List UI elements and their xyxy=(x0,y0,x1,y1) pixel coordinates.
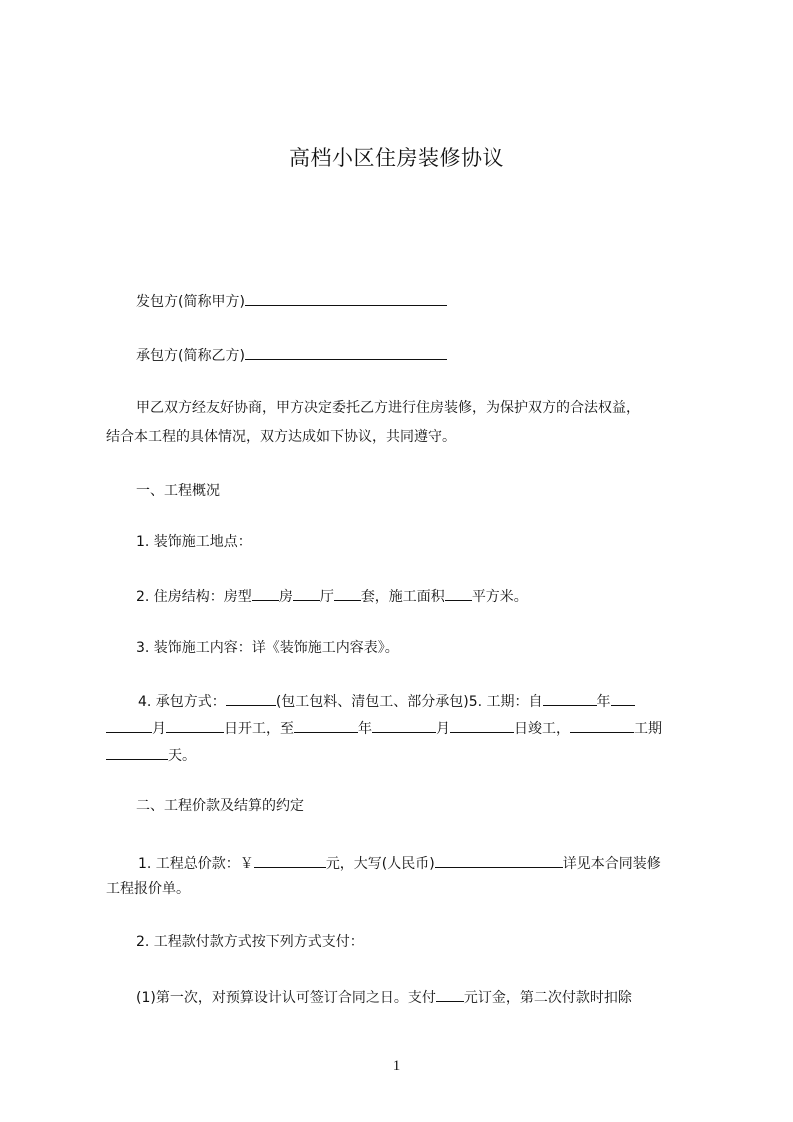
item-2-1-yuan: 元，大写(人民币) xyxy=(325,856,435,872)
page-number: 1 xyxy=(392,1058,401,1074)
item-1-2-room: 房 xyxy=(278,589,293,605)
item-1-3: 3. 装饰施工内容：详《装饰施工内容表》。 xyxy=(136,640,399,656)
total-price-uppercase-blank xyxy=(435,852,563,868)
document-title: 高档小区住房装修协议 xyxy=(289,146,504,170)
start-month-blank-part xyxy=(611,690,635,706)
item-2-2-1-suffix: 元订金，第二次付款时扣除 xyxy=(463,990,632,1006)
start-month-label: 月 xyxy=(152,721,166,737)
party-b-label: 承包方(简称乙方) xyxy=(136,348,245,364)
party-b-blank xyxy=(245,344,447,360)
item-1-4-line-1 xyxy=(106,690,730,712)
section-2-heading: 二、工程价款及结算的约定 xyxy=(136,798,304,814)
item-1-2-prefix: 2. 住房结构：房型 xyxy=(136,589,252,605)
preamble-line-2: 结合本工程的具体情况，双方达成如下协议，共同遵守。 xyxy=(106,429,456,445)
contract-type-blank xyxy=(226,690,276,706)
item-1-4-prefix: 4. 承包方式： xyxy=(138,694,226,710)
preamble-line-1: 甲乙双方经友好协商，甲方决定委托乙方进行住房装修，为保护双方的合法权益， xyxy=(136,400,640,416)
hall-count-blank xyxy=(293,585,320,601)
item-2-2-1-prefix: (1)第一次，对预算设计认可签订合同之日。支付 xyxy=(136,990,436,1006)
start-day-label: 日开工，至 xyxy=(224,721,294,737)
period-label: 工期 xyxy=(634,721,662,737)
start-month-blank xyxy=(106,717,152,733)
party-a-line xyxy=(106,290,728,312)
period-days-blank xyxy=(106,744,168,760)
room-count-blank xyxy=(252,585,279,601)
item-1-4-line-3 xyxy=(106,744,698,766)
item-1-2-suite: 套，施工面积 xyxy=(360,589,445,605)
item-1-4-line-2 xyxy=(106,717,698,739)
start-year-blank xyxy=(543,690,597,706)
item-1-2-area-unit: 平方米。 xyxy=(471,589,528,605)
start-year-label: 年 xyxy=(596,694,611,710)
item-2-2: 2. 工程款付款方式按下列方式支付： xyxy=(136,934,364,950)
section-1-heading: 一、工程概况 xyxy=(136,483,220,499)
item-1-2 xyxy=(106,585,728,607)
party-a-label: 发包方(简称甲方) xyxy=(136,294,245,310)
total-price-blank xyxy=(254,852,326,868)
area-blank xyxy=(445,585,472,601)
item-2-1-prefix: 1. 工程总价款：￥ xyxy=(138,856,254,872)
period-blank xyxy=(570,717,634,733)
item-2-1-suffix: 详见本合同装修 xyxy=(562,856,661,872)
deposit-blank xyxy=(436,986,464,1002)
end-year-blank xyxy=(294,717,358,733)
end-month-label: 月 xyxy=(436,721,450,737)
start-day-blank xyxy=(166,717,224,733)
end-day-blank xyxy=(450,717,514,733)
item-1-1: 1. 装饰施工地点： xyxy=(136,534,252,550)
end-day-label: 日竣工， xyxy=(514,721,570,737)
party-b-line xyxy=(106,344,728,366)
end-year-label: 年 xyxy=(358,721,372,737)
party-a-blank xyxy=(245,290,447,306)
item-1-2-hall: 厅 xyxy=(319,589,334,605)
item-2-2-1 xyxy=(106,986,728,1008)
item-2-1-line-2: 工程报价单。 xyxy=(106,881,190,897)
suite-count-blank xyxy=(334,585,361,601)
period-days-label: 天。 xyxy=(168,748,196,764)
item-2-1-line-1 xyxy=(106,852,730,874)
item-1-4-options: (包工包料、清包工、部分承包)5. 工期：自 xyxy=(275,694,543,710)
end-month-blank xyxy=(372,717,436,733)
